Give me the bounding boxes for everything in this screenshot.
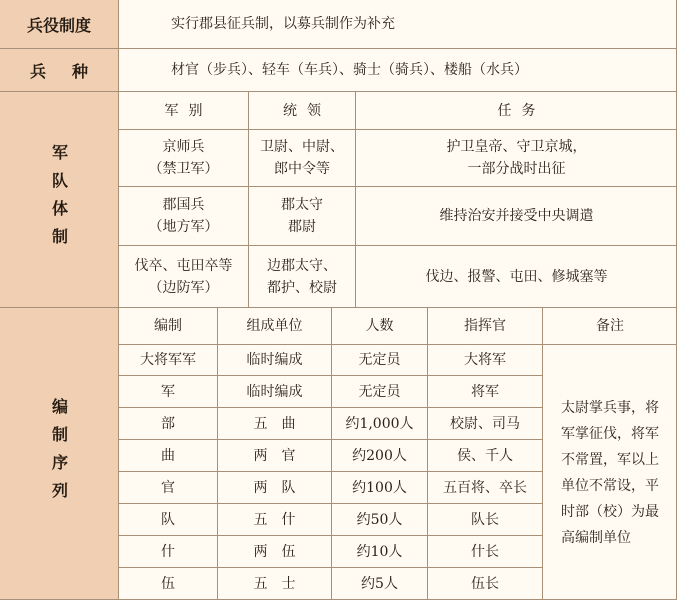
org-composition-cell: 两 官	[253, 447, 296, 464]
org-unit-cell: 队	[161, 511, 175, 528]
org-count-cell: 无定员	[358, 383, 401, 400]
org-composition-cell: 临时编成	[246, 352, 303, 368]
org-count-cell: 约5人	[361, 576, 398, 592]
org-unit-cell: 曲	[161, 447, 175, 464]
rule	[119, 344, 677, 345]
org-commander-cell: 队长	[471, 511, 499, 528]
org-header-unit: 编制	[154, 318, 182, 334]
org-commander-cell: 什长	[471, 543, 499, 560]
military-duty-cell: 维持治安并接受中央调遣	[439, 208, 594, 224]
org-header-note: 备注	[596, 318, 624, 334]
org-unit-cell: 军	[161, 383, 175, 400]
org-commander-cell: 大将军	[464, 352, 506, 368]
arms-value: 材官（步兵）、轻车（车兵）、骑士（骑兵）、楼船（水兵）	[171, 62, 528, 78]
org-unit-cell: 官	[161, 479, 175, 496]
org-count-cell: 约10人	[356, 543, 403, 560]
row-label-military-system: 军队体制	[0, 92, 118, 307]
rule	[331, 308, 332, 600]
military-duty-cell: 伐边、报警、屯田、修城塞等	[425, 268, 608, 285]
org-count-cell: 约100人	[352, 479, 407, 496]
org-unit-cell: 伍	[161, 576, 175, 592]
org-commander-cell: 伍长	[471, 576, 499, 592]
org-composition-cell: 临时编成	[246, 383, 303, 400]
org-unit-cell: 什	[161, 543, 175, 560]
rule	[542, 308, 543, 600]
military-leader-cell: 边郡太守、 都护、校尉	[267, 257, 337, 296]
org-composition-cell: 两 伍	[253, 543, 296, 560]
row-label-arms: 兵种	[0, 49, 118, 91]
military-type-cell: 京师兵 （禁卫军）	[148, 139, 219, 177]
org-count-cell: 无定员	[358, 352, 401, 368]
org-unit-cell: 大将军军	[140, 352, 196, 368]
rule	[0, 91, 677, 92]
org-count-cell: 约200人	[352, 447, 407, 464]
military-header-type: 军别	[164, 102, 213, 119]
org-composition-cell: 五 士	[253, 576, 296, 592]
military-header-duty: 任务	[497, 102, 546, 119]
row-label-organization: 编制序列	[0, 308, 118, 600]
org-composition-cell: 五 曲	[253, 415, 296, 432]
rule	[0, 307, 677, 308]
rule	[119, 129, 677, 130]
org-commander-cell: 侯、千人	[457, 447, 513, 464]
rule	[0, 48, 677, 49]
military-leader-cell: 卫尉、中尉、 郎中令等	[260, 139, 344, 177]
org-unit-cell: 部	[161, 415, 175, 432]
org-commander-cell: 将军	[471, 383, 499, 400]
row-label-service-system: 兵役制度	[0, 0, 118, 48]
military-leader-cell: 郡太守 郡尉	[281, 197, 323, 235]
org-note-cell: 太尉掌兵事，将军掌征伐，将军不常置，军以上单位不常设，平时部（校）为最高编制单位	[561, 399, 659, 546]
rule	[118, 0, 119, 600]
military-type-cell: 郡国兵 （地方军）	[148, 197, 219, 235]
org-composition-cell: 两 队	[253, 479, 296, 496]
rule	[355, 92, 356, 307]
org-count-cell: 约1,000人	[345, 415, 414, 432]
rule	[119, 245, 677, 246]
org-header-commander: 指挥官	[464, 318, 506, 334]
org-commander-cell: 校尉、司马	[450, 415, 520, 432]
military-type-cell: 伐卒、屯田卒等 （边防军）	[134, 257, 233, 296]
rule	[119, 186, 677, 187]
military-duty-cell: 护卫皇帝、守卫京城， 一部分战时出征	[446, 139, 587, 177]
service-system-value: 实行郡县征兵制，以募兵制作为补充	[171, 16, 395, 32]
rule	[217, 308, 218, 600]
military-header-leader: 统领	[283, 102, 331, 119]
org-header-count: 人数	[365, 318, 394, 334]
org-count-cell: 约50人	[356, 511, 403, 528]
org-header-composition: 组成单位	[246, 318, 303, 334]
rule	[427, 308, 428, 600]
rule	[248, 92, 249, 307]
org-composition-cell: 五 什	[253, 511, 296, 528]
org-commander-cell: 五百将、卒长	[443, 479, 527, 496]
